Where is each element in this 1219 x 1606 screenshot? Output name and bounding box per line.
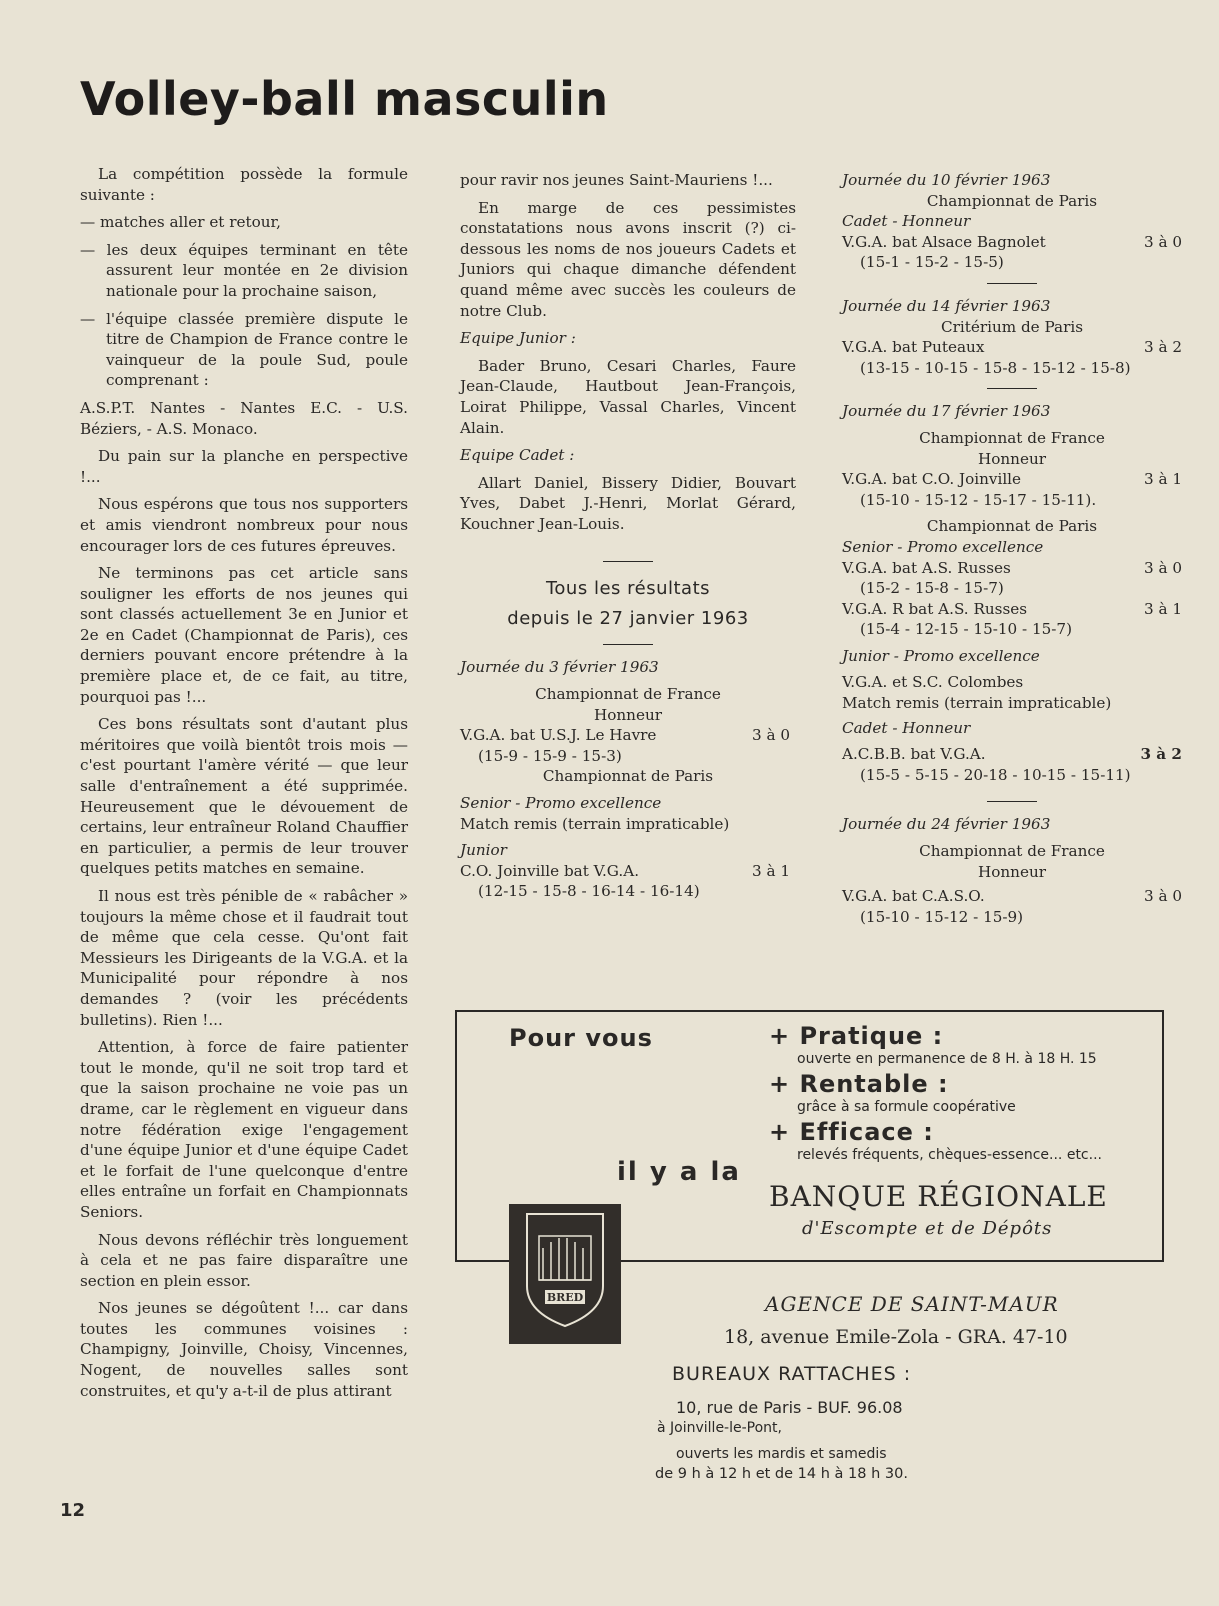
match-result xyxy=(460,725,790,746)
bank-subtitle: d'Escompte et de Dépôts xyxy=(802,1218,1053,1239)
match-sets: (15-1 - 15-2 - 15-5) xyxy=(860,253,1004,272)
divider xyxy=(987,388,1037,389)
championship: Championnat de Paris xyxy=(926,191,1098,210)
match-sets: (15-10 - 15-12 - 15-9) xyxy=(860,907,1024,926)
article-title: Volley-ball masculin xyxy=(80,72,609,126)
match-status: Match remis (terrain impraticable) xyxy=(460,814,730,833)
ad-feature xyxy=(769,1070,1149,1116)
divider xyxy=(987,283,1037,284)
agency-name: AGENCE DE SAINT-MAUR xyxy=(765,1292,1059,1316)
match-result xyxy=(842,886,1182,907)
feature-desc: relevés fréquents, chèques-essence... etc... xyxy=(797,1147,1102,1163)
feature-title: + Pratique : xyxy=(769,1022,944,1050)
match-teams: A.C.B.B. bat V.G.A. xyxy=(842,745,986,764)
championship: Championnat de France xyxy=(535,685,721,704)
division: Honneur xyxy=(978,449,1046,468)
match-score: 3 à 2 xyxy=(1140,745,1182,764)
feature-desc: ouverte en permanence de 8 H. à 18 H. 15 xyxy=(797,1051,1097,1067)
match-score: 3 à 0 xyxy=(751,726,790,745)
championship: Championnat de France xyxy=(919,842,1105,861)
match-teams: V.G.A. R bat A.S. Russes xyxy=(842,599,1028,618)
paragraph: A.S.P.T. Nantes - Nantes E.C. - U.S. Béziers, - A.S. Monaco. xyxy=(80,398,408,438)
team-names: Bader Bruno, Cesari Charles, Faure Jean-Claude, Hautbout Jean-François, Loirat Philippe, Vassal Charles, Vincent Alain. xyxy=(460,356,796,437)
paragraph: Du pain sur la planche en perspective !... xyxy=(80,447,408,486)
match-result xyxy=(842,744,1182,765)
category: Senior - Promo excellence xyxy=(460,794,662,813)
feature-title: + Efficace : xyxy=(769,1118,934,1146)
ad-tagline: il y a la xyxy=(617,1157,741,1187)
article-column-2 xyxy=(460,170,796,902)
match-result xyxy=(842,337,1182,358)
match-teams: V.G.A. bat A.S. Russes xyxy=(842,558,1011,577)
championship: Championnat de Paris xyxy=(542,767,714,786)
category: Junior xyxy=(460,841,507,860)
paragraph: En marge de ces pessimistes constatations nous avons inscrit (?) ci-dessous les noms de nos joueurs Cadets et Juniors qui chaque dimanche défendent quand même avec succès les couleurs de notre Club. xyxy=(460,198,796,320)
divider xyxy=(603,644,653,645)
paragraph: Nos jeunes se dégoûtent !... car dans toutes les communes voisines : Champigny, Joinville, Choisy, Vincennes, Nogent, de nouvelles salles sont construites, et qu'y a-t-il de plus attirant xyxy=(80,1299,408,1400)
team-label: Equipe Cadet : xyxy=(460,446,575,465)
results-column xyxy=(842,170,1182,927)
logo-text: BRED xyxy=(546,1291,584,1304)
agency-address: 18, avenue Emile-Zola - GRA. 47-10 xyxy=(724,1326,1068,1348)
team-names: Allart Daniel, Bissery Didier, Bouvart Yves, Dabet J.-Henri, Morlat Gérard, Kouchner Jean-Louis. xyxy=(460,473,796,533)
branch-address: 10, rue de Paris - BUF. 96.08 xyxy=(676,1398,903,1417)
paragraph: Ne terminons pas cet article sans souligner les efforts de nos jeunes qui sont classés actuellement 3e en Junior et 2e en Cadet (Championnat de Paris), ces derniers pouvant encore prétendre à la première place et, de ce fait, au titre, pourquoi pas !... xyxy=(80,564,408,706)
matchday-date: Journée du 10 février 1963 xyxy=(842,171,1051,189)
match-sets: (15-5 - 5-15 - 20-18 - 10-15 - 15-11) xyxy=(860,765,1131,784)
divider xyxy=(603,561,653,562)
match-teams: V.G.A. bat Alsace Bagnolet xyxy=(842,232,1046,251)
opening-hours: de 9 h à 12 h et de 14 h à 18 h 30. xyxy=(655,1466,908,1482)
match-score: 3 à 1 xyxy=(1143,470,1182,489)
match-teams: V.G.A. et S.C. Colombes xyxy=(842,673,1024,692)
ad-headline: Pour vous xyxy=(509,1024,653,1052)
match-sets: (12-15 - 15-8 - 16-14 - 16-14) xyxy=(478,882,700,901)
match-sets: (15-2 - 15-8 - 15-7) xyxy=(860,579,1004,598)
paragraph: Nous espérons que tous nos supporters et amis viendront nombreux pour nous encourager lors de ces futures épreuves. xyxy=(80,495,408,555)
match-status: Match remis (terrain impraticable) xyxy=(842,694,1112,713)
divider xyxy=(987,801,1037,802)
paragraph: Ces bons résultats sont d'autant plus méritoires que voilà bientôt trois mois — c'est pourtant l'amère vérité — que leur salle d'entraînement a été supprimée. Heureusement que le dévouement de certains, leur entraîneur Roland Chauffier en particulier, a permis de leur trouver quelques petits matches en semaine. xyxy=(80,715,408,878)
team-label: Equipe Junior : xyxy=(460,329,576,348)
match-score: 3 à 0 xyxy=(1143,887,1182,906)
matchday-date: Journée du 3 février 1963 xyxy=(460,657,659,676)
opening-days: ouverts les mardis et samedis xyxy=(676,1446,887,1462)
branch-city: à Joinville-le-Pont, xyxy=(657,1420,782,1436)
bred-logo xyxy=(509,1204,621,1344)
match-sets: (13-15 - 10-15 - 15-8 - 15-12 - 15-8) xyxy=(860,358,1131,377)
match-result xyxy=(842,469,1182,490)
feature-desc: grâce à sa formule coopérative xyxy=(797,1099,1016,1115)
match-teams: V.G.A. bat C.A.S.O. xyxy=(842,887,985,906)
match-sets: (15-10 - 15-12 - 15-17 - 15-11). xyxy=(860,490,1097,509)
paragraph: Il nous est très pénible de « rabâcher » toujours la même chose et il faudrait tout de même que cela cesse. Qu'ont fait Messieurs les Dirigeants de la V.G.A. et la Municipalité pour répondre à nos demandes ? (voir les précédents bulletins). Rien !... xyxy=(80,887,408,1029)
match-teams: V.G.A. bat U.S.J. Le Havre xyxy=(460,726,657,745)
category: Junior - Promo excellence xyxy=(842,646,1040,665)
results-heading: Tous les résultats xyxy=(545,577,711,599)
list-item: — l'équipe classée première dispute le titre de Champion de France contre le vainqueur de la poule Sud, poule comprenant : xyxy=(80,309,408,390)
match-sets: (15-9 - 15-9 - 15-3) xyxy=(478,746,622,765)
category: Senior - Promo excellence xyxy=(842,537,1044,556)
matchday-date: Journée du 14 février 1963 xyxy=(842,296,1051,315)
list-item: — les deux équipes terminant en tête assurent leur montée en 2e division nationale pour la prochaine saison, xyxy=(80,240,408,300)
page-number: 12 xyxy=(60,1500,86,1521)
match-score: 3 à 1 xyxy=(1143,599,1182,618)
match-score: 3 à 0 xyxy=(1143,232,1182,251)
article-column-1 xyxy=(80,164,408,1408)
match-result xyxy=(842,558,1182,579)
paragraph: Attention, à force de faire patienter tout le monde, qu'il ne soit trop tard et que la saison prochaine ne voie pas un drame, car le règlement en vigueur dans notre fédération exige l'engagement d'une équipe Junior et d'une équipe Cadet et le forfait de l'une quelconque d'entre elles entraîne un forfait en Championnats Seniors. xyxy=(80,1038,408,1221)
championship: Critérium de Paris xyxy=(941,317,1083,336)
matchday-date: Journée du 24 février 1963 xyxy=(842,815,1051,834)
championship: Championnat de France xyxy=(919,428,1105,447)
category: Cadet - Honneur xyxy=(842,212,971,231)
division: Honneur xyxy=(978,862,1046,881)
bank-name: BANQUE RÉGIONALE xyxy=(769,1180,1108,1213)
championship: Championnat de Paris xyxy=(926,517,1098,536)
bred-shield-icon xyxy=(509,1204,621,1344)
results-subheading: depuis le 27 janvier 1963 xyxy=(507,607,749,629)
match-result xyxy=(842,232,1182,253)
list-item: — matches aller et retour, xyxy=(80,213,281,232)
category: Cadet - Honneur xyxy=(842,718,971,737)
match-score: 3 à 1 xyxy=(751,861,790,880)
match-score: 3 à 2 xyxy=(1143,338,1182,357)
paragraph: Nous devons réfléchir très longuement à cela et ne pas faire disparaître une section en plein essor. xyxy=(80,1230,408,1290)
feature-title: + Rentable : xyxy=(769,1070,949,1098)
paragraph: pour ravir nos jeunes Saint-Mauriens !... xyxy=(460,171,773,189)
branch-offices-heading: BUREAUX RATTACHES : xyxy=(672,1363,912,1385)
ad-feature xyxy=(769,1118,1149,1164)
paragraph: La compétition possède la formule suivante : xyxy=(80,165,408,204)
match-score: 3 à 0 xyxy=(1143,558,1182,577)
ad-feature xyxy=(769,1022,1149,1068)
match-result xyxy=(842,599,1182,620)
match-teams: V.G.A. bat C.O. Joinville xyxy=(842,470,1022,489)
matchday-date: Journée du 17 février 1963 xyxy=(842,402,1051,421)
division: Honneur xyxy=(594,705,662,724)
match-result xyxy=(460,861,790,882)
match-sets: (15-4 - 12-15 - 15-10 - 15-7) xyxy=(860,620,1073,639)
match-teams: V.G.A. bat Puteaux xyxy=(842,338,985,357)
match-teams: C.O. Joinville bat V.G.A. xyxy=(460,861,640,880)
